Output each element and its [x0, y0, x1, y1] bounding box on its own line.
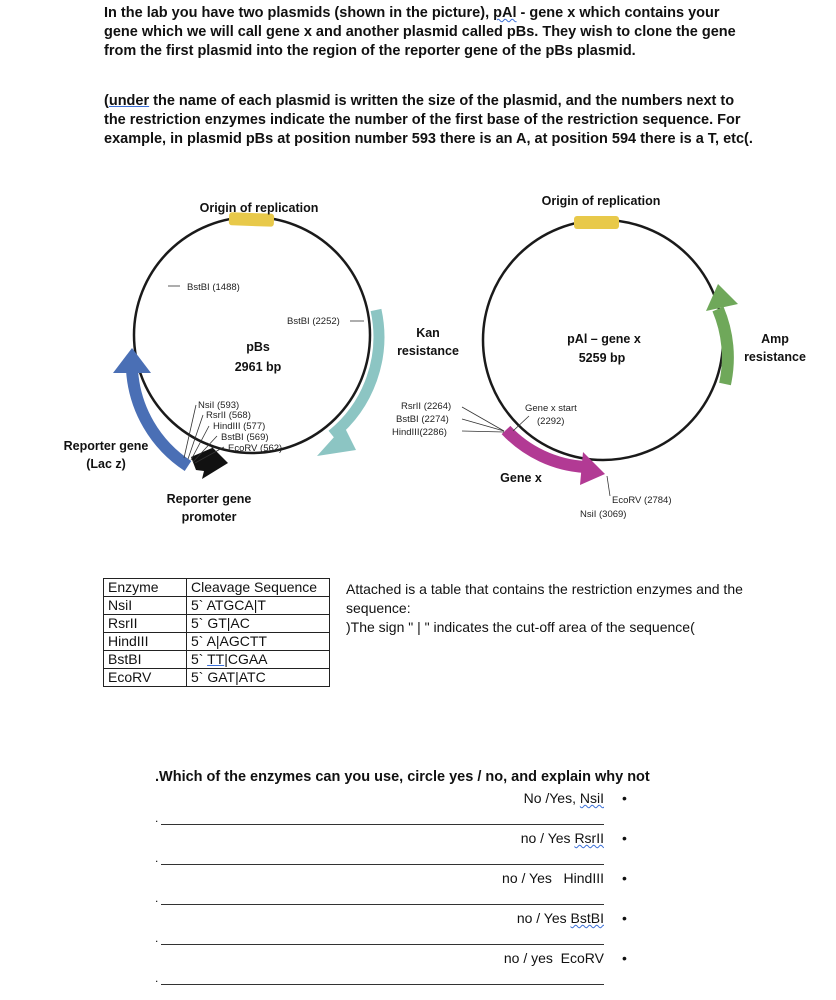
sequence-cell: 5` ATGCA|T — [187, 597, 330, 615]
answer-line[interactable] — [161, 824, 604, 825]
question-text: .Which of the enzymes can you use, circle yes / no, and explain why not — [155, 769, 650, 785]
answer-options[interactable]: no / Yes — [516, 910, 571, 926]
bullet: • — [622, 830, 627, 846]
promoter-label-1: Reporter gene — [166, 492, 252, 506]
enzyme-cell: HindIII — [104, 633, 187, 651]
intro-text: - gene x which contains your gene which we will call gene x and another plasmid called pBs. They wish to clone the gene from the first plasmid into the region of the reporter gene of the pBs plasmid. — [104, 5, 736, 59]
answer-enzyme: EcoRV — [560, 950, 604, 966]
intro-text: ( — [104, 93, 109, 109]
seq-rest: |CGAA — [224, 651, 268, 667]
answer-row-rsrii[interactable] — [521, 830, 604, 846]
line-dot: . — [155, 851, 159, 865]
enzyme-cell: NsiI — [104, 597, 187, 615]
line-dot: . — [155, 811, 159, 825]
bullet: • — [622, 870, 627, 886]
pbs-size: 2961 bp — [234, 360, 282, 374]
header-enzyme: Enzyme — [104, 579, 187, 597]
pal-genex-arrowhead — [580, 452, 605, 485]
table-row — [104, 633, 330, 651]
answer-line[interactable] — [161, 904, 604, 905]
intro-paragraph-2 — [104, 92, 754, 149]
pbs-origin-label: Origin of replication — [199, 201, 319, 215]
pal-site-rsrii: RsrII (2264) — [401, 401, 452, 412]
amp-label-1: Amp — [761, 332, 789, 346]
pbs-site-ecorv: EcoRV (562) — [228, 443, 283, 454]
enzyme-cell: RsrII — [104, 615, 187, 633]
pbs-site-nsil: NsiI (593) — [198, 400, 240, 411]
line-dot: . — [155, 931, 159, 945]
sequence-cell: 5` GAT|ATC — [187, 669, 330, 687]
answer-row-bstbi[interactable] — [517, 910, 604, 926]
pal-site-nsil: NsiI (3069) — [580, 509, 627, 520]
answer-row-hindiii[interactable] — [502, 870, 604, 886]
answer-enzyme: BstBI — [570, 910, 604, 926]
sequence-cell: 5` A|AGCTT — [187, 633, 330, 651]
pbs-backbone-circle — [134, 217, 370, 453]
pbs-site-rsrii: RsrII (568) — [206, 410, 251, 421]
answer-enzyme: NsiI — [579, 790, 604, 806]
pbs-site-bstbi-569: BstBI (569) — [221, 432, 269, 443]
kan-label-2: resistance — [397, 344, 459, 358]
answer-line[interactable] — [161, 944, 604, 945]
answer-options[interactable]: no / Yes — [520, 830, 575, 846]
pal-spell-word: pAl — [493, 5, 517, 21]
pal-genex-arrow — [506, 430, 585, 467]
table-row — [104, 669, 330, 687]
pbs-name: pBs — [246, 340, 270, 354]
amp-label-2: resistance — [744, 350, 806, 364]
intro-paragraph-1 — [104, 4, 754, 61]
pal-site-bstbi: BstBI (2274) — [396, 414, 449, 425]
intro-text: the name of each plasmid is written the size of the plasmid, and the numbers next to the restriction enzymes indicate the number of the first base of the restriction sequence. For example, in plasmid pBs at position number 593 there is an A, at position 594 there is a T, etc(. — [104, 93, 753, 147]
table-note: Attached is a table that contains the restriction enzymes and the sequence: )The sign " | " indicates the cut-off area of the sequence( — [346, 581, 743, 635]
reporter-label-1: Reporter gene — [63, 439, 149, 453]
answer-options[interactable]: No /Yes, — [523, 790, 580, 806]
enzyme-table — [103, 578, 330, 687]
sequence-cell: 5` GT|AC — [187, 615, 330, 633]
enzyme-cell: BstBI — [104, 651, 187, 669]
plasmid-maps-figure — [0, 180, 836, 540]
table-row — [104, 651, 330, 669]
pal-size: 5259 bp — [578, 351, 626, 365]
answer-options[interactable]: no / Yes — [502, 870, 564, 886]
bullet: • — [622, 950, 627, 966]
pbs-reporter-arrowhead — [113, 348, 151, 373]
under-word: under — [108, 93, 150, 109]
answer-line[interactable] — [161, 984, 604, 985]
enzyme-cell: EcoRV — [104, 669, 187, 687]
answer-enzyme: HindIII — [563, 870, 604, 886]
pal-site-ecorv: EcoRV (2784) — [612, 495, 672, 506]
reporter-label-2: (Lac z) — [86, 457, 126, 471]
sequence-cell — [187, 651, 330, 669]
table-header-row — [104, 579, 330, 597]
seq-underlined: TT — [207, 651, 225, 667]
promoter-label-2: promoter — [181, 510, 237, 524]
answer-row-ecorv[interactable] — [504, 950, 604, 966]
line-dot: . — [155, 971, 159, 985]
pal-site-hindiii: HindIII(2286) — [392, 427, 447, 438]
pal-gene-start-1: Gene x start — [525, 403, 577, 414]
table-row — [104, 597, 330, 615]
pal-gene-start-2: (2292) — [537, 416, 565, 427]
pbs-site-hindiii: HindIII (577) — [213, 421, 266, 432]
genex-label: Gene x — [500, 471, 542, 485]
table-row — [104, 615, 330, 633]
pbs-site-bstbi-2252: BstBI (2252) — [287, 316, 340, 327]
line-dot: . — [155, 891, 159, 905]
answer-line[interactable] — [161, 864, 604, 865]
pal-origin-label: Origin of replication — [541, 194, 661, 208]
answer-row-nsil[interactable] — [524, 790, 604, 806]
header-cleavage: Cleavage Sequence — [187, 579, 330, 597]
seq-prefix: 5` — [191, 651, 208, 667]
pal-name: pAl – gene x — [567, 332, 641, 346]
answer-options[interactable]: no / yes — [503, 950, 561, 966]
pbs-site-bstbi-1488: BstBI (1488) — [187, 282, 240, 293]
bullet: • — [622, 910, 627, 926]
kan-label-1: Kan — [416, 326, 440, 340]
answer-enzyme: RsrII — [574, 830, 604, 846]
intro-text: In the lab you have two plasmids (shown in the picture), — [104, 5, 494, 21]
pal-origin-marker — [574, 216, 619, 229]
bullet: • — [622, 790, 627, 806]
